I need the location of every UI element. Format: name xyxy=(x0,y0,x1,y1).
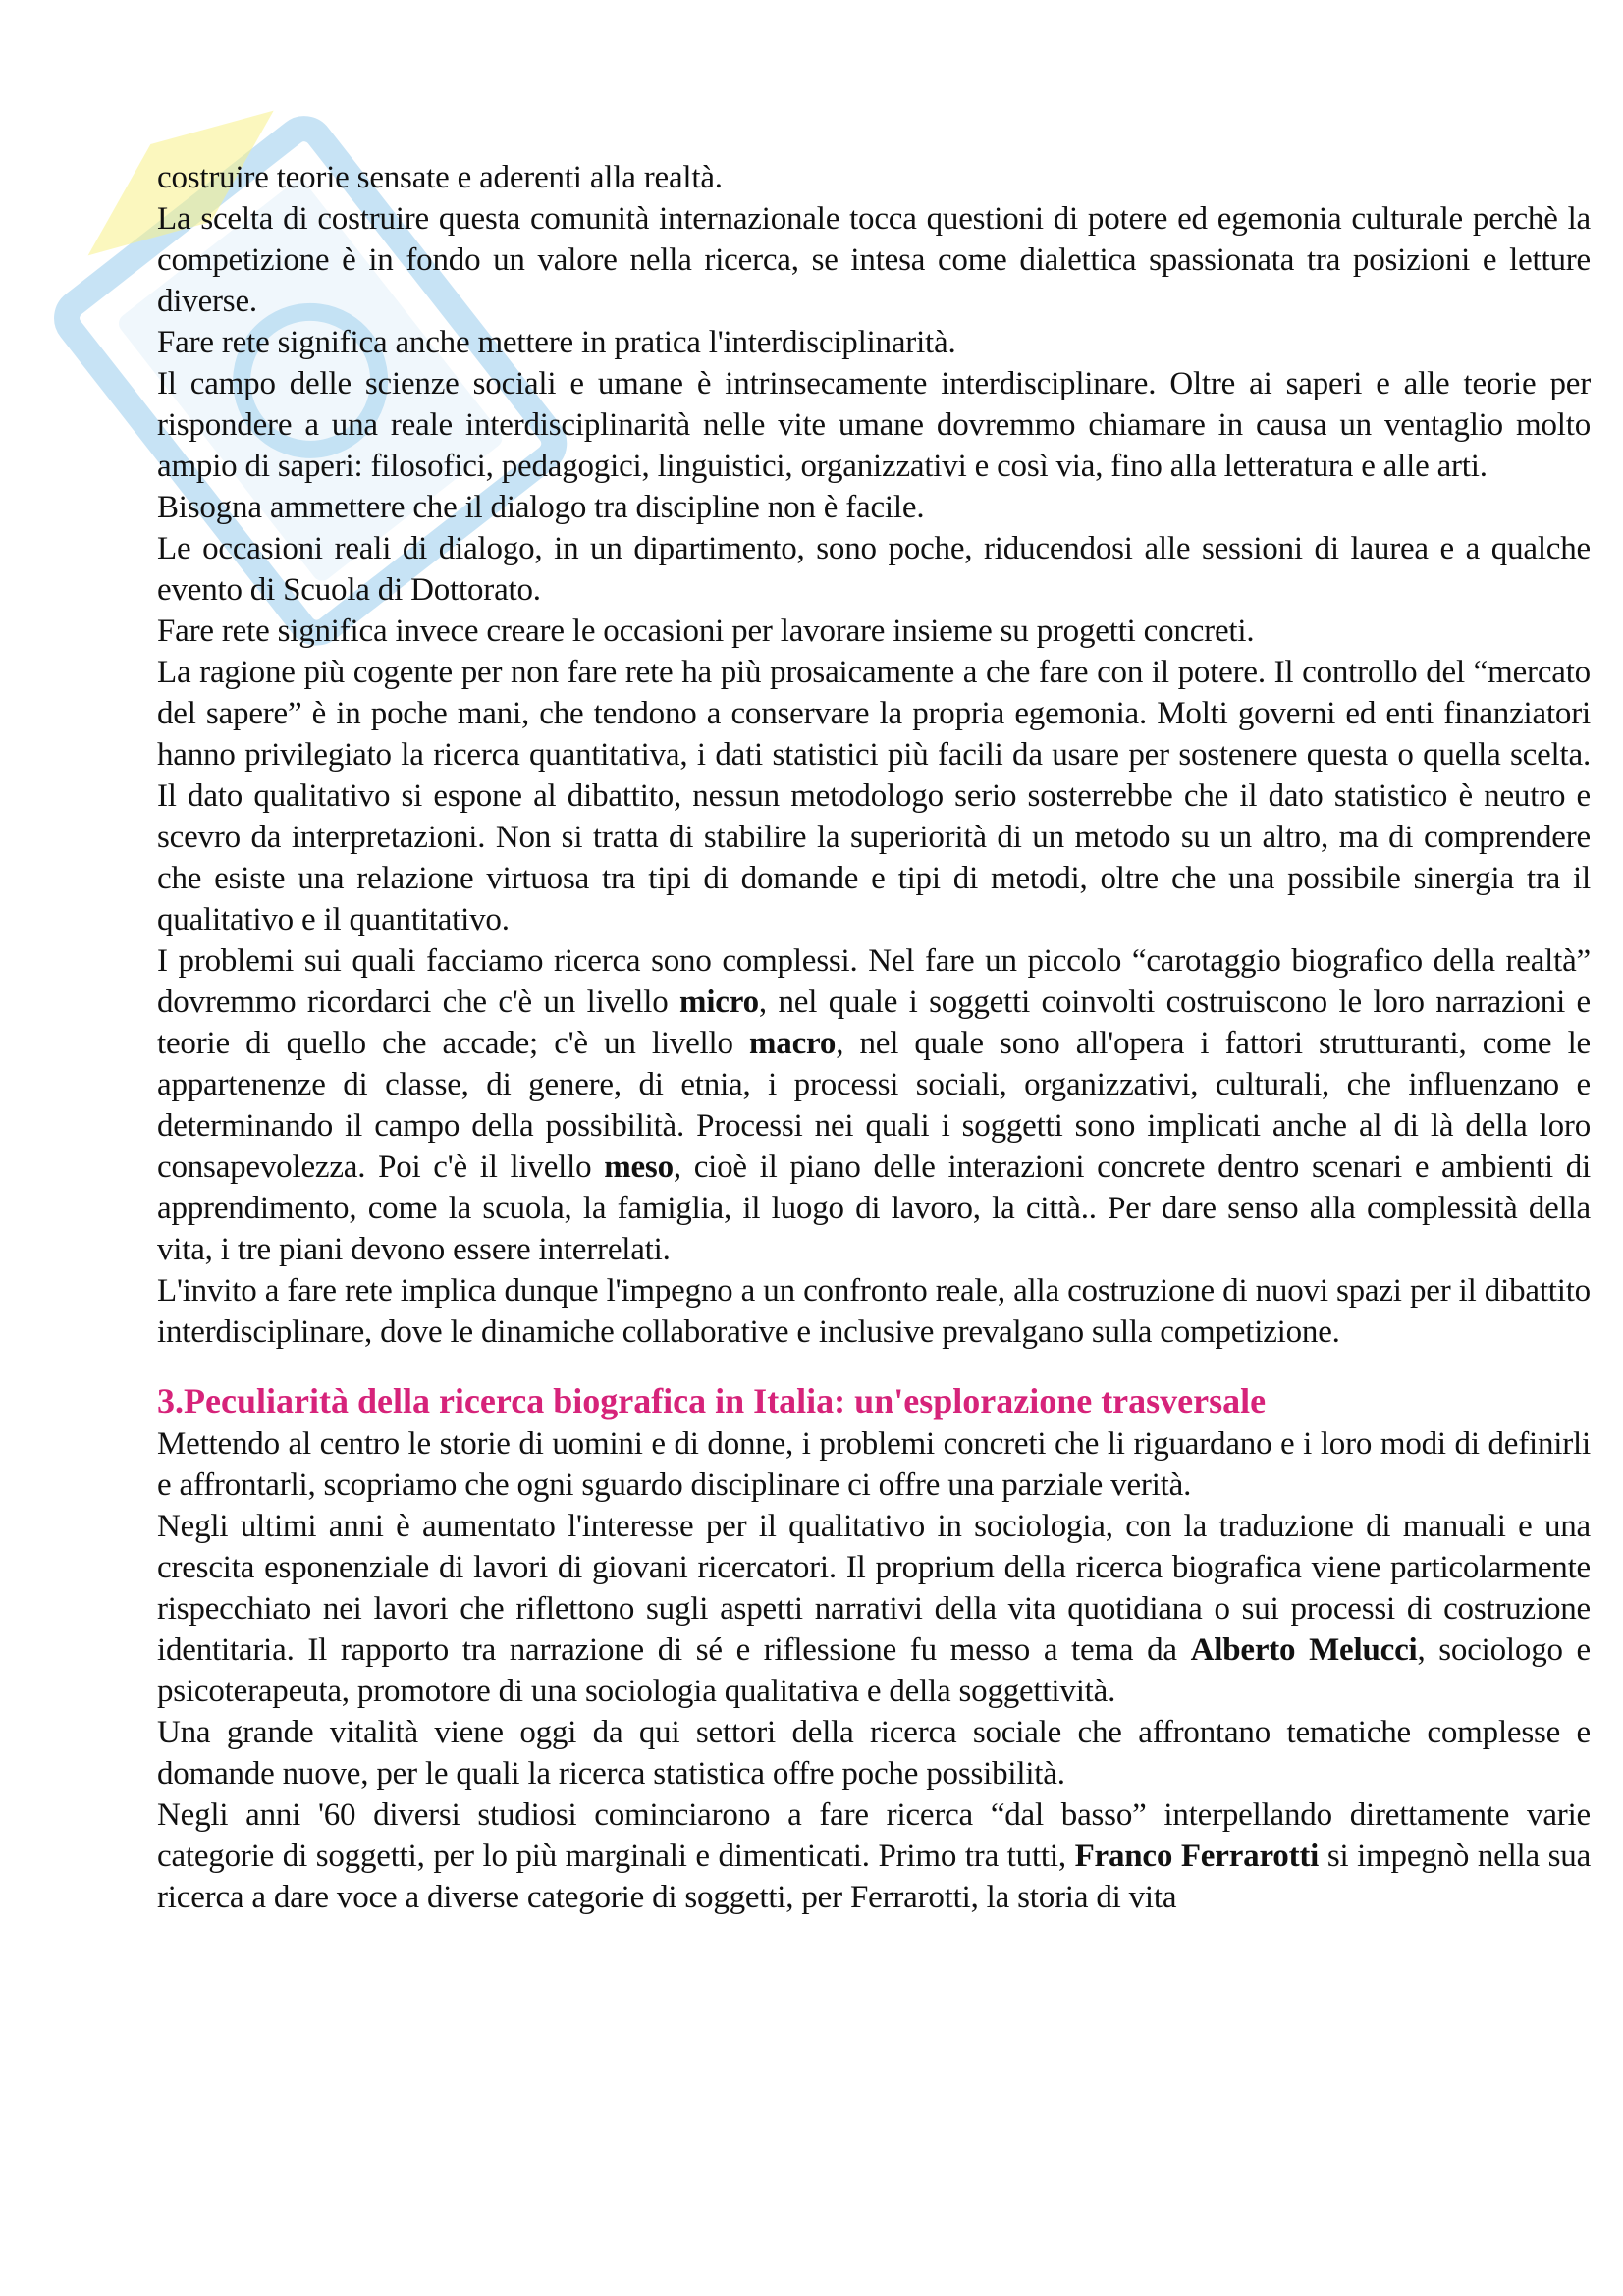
paragraph xyxy=(157,322,1591,363)
paragraphs-after-heading xyxy=(157,1423,1591,1918)
text-run: , nel quale sono all'opera i fattori strutturanti, come le appartenenze di classe, di genere, di etnia, i processi sociali, organizzativi, culturali, che influenzano e determinando il campo della possibilità. Processi nei quali i soggetti sono implicati anche al di là della loro consapevolezza. Poi c'è il livello xyxy=(157,1026,1592,1185)
text-run: , nel quale i soggetti coinvolti costruiscono le loro narrazioni e teorie di quello che accade; c'è un livello xyxy=(157,985,1591,1061)
text-run: Negli ultimi anni è aumentato l'interesse per il qualitativo in sociologia, con la traduzione di manuali e una crescita esponenziale di lavori di giovani ricercatori. Il proprium della ricerca biografica viene particolarmente rispecchiato nei lavori che riflettono sugli aspetti narrativi della vita quotidiana o sui processi di costruzione identitaria. Il rapporto tra narrazione di sé e riflessione fu messo a tema da xyxy=(157,1509,1591,1668)
text-run: La ragione più cogente per non fare rete ha più prosaicamente a che fare con il potere. Il controllo del “mercato del sapere” è in poche mani, che tendono a conservare la propria egemonia. Molti governi ed enti finanziatori hanno privilegiato la ricerca quantitativa, i dati statistici più facili da usare per sostenere questa o quella scelta. Il dato qualitativo si espone al dibattito, nessun metodologo serio sosterrebbe che il dato statistico è neutro e scevro da interpretazioni. Non si tratta di stabilire la superiorità di un metodo su un altro, ma di comprendere che esiste una relazione virtuosa tra tipi di domande e tipi di metodi, oltre che una possibile sinergia tra il qualitativo e il quantitativo. xyxy=(157,655,1591,937)
bold-term: Alberto Melucci xyxy=(1190,1632,1418,1668)
paragraph xyxy=(157,363,1591,487)
text-run: Le occasioni reali di dialogo, in un dipartimento, sono poche, riducendosi alle sessioni di laurea e a qualche evento di Scuola di Dottorato. xyxy=(157,531,1591,608)
paragraph xyxy=(157,611,1591,652)
text-run: Negli anni '60 diversi studiosi cominciarono a fare ricerca “dal basso” interpellando direttamente varie categorie di soggetti, per lo più marginali e dimenticati. Primo tra tutti, xyxy=(157,1797,1591,1874)
text-run: Mettendo al centro le storie di uomini e di donne, i problemi concreti che li riguardano e i loro modi di definirli e affrontarli, scopriamo che ogni sguardo disciplinare ci offre una parziale verità. xyxy=(157,1426,1591,1503)
text-run: si impegnò nella sua ricerca a dare voce a diverse categorie di soggetti, per Ferrarotti, la storia di vita xyxy=(157,1839,1592,1915)
text-run: L'invito a fare rete implica dunque l'impegno a un confronto reale, alla costruzione di nuovi spazi per il dibattito interdisciplinare, dove le dinamiche collaborative e inclusive prevalgano sulla competizione. xyxy=(157,1273,1591,1350)
paragraph xyxy=(157,157,1591,198)
paragraph xyxy=(157,198,1591,322)
paragraphs-before-heading xyxy=(157,157,1591,1353)
paragraph xyxy=(157,487,1591,528)
text-run: , cioè il piano delle interazioni concrete dentro scenari e ambienti di apprendimento, come la scuola, la famiglia, il luogo di lavoro, la città.. Per dare senso alla complessità della vita, i tre piani devono essere interrelati. xyxy=(157,1149,1591,1267)
bold-term: meso xyxy=(604,1149,674,1185)
paragraph xyxy=(157,940,1591,1270)
bold-term: Franco Ferrarotti xyxy=(1074,1839,1320,1874)
text-run: La scelta di costruire questa comunità internazionale tocca questioni di potere ed egemonia culturale perchè la competizione è in fondo un valore nella ricerca, se intesa come dialettica spassionata tra posizioni e letture diverse. xyxy=(157,201,1591,319)
paragraph xyxy=(157,528,1591,611)
bold-term: micro xyxy=(679,985,759,1020)
text-run: Una grande vitalità viene oggi da qui settori della ricerca sociale che affrontano tematiche complesse e domande nuove, per le quali la ricerca statistica offre poche possibilità. xyxy=(157,1715,1591,1791)
section-heading: 3.Peculiarità della ricerca biografica in Italia: un'esplorazione trasversale xyxy=(157,1381,1267,1420)
text-run: Bisogna ammettere che il dialogo tra discipline non è facile. xyxy=(157,490,925,525)
bold-term: macro xyxy=(749,1026,837,1061)
paragraph xyxy=(157,1423,1591,1506)
text-run: I problemi sui quali facciamo ricerca sono complessi. Nel fare un piccolo “carotaggio biografico della realtà” dovremmo ricordarci che c'è un livello xyxy=(157,943,1591,1020)
text-run: Il campo delle scienze sociali e umane è intrinsecamente interdisciplinare. Oltre ai saperi e alle teorie per rispondere a una reale interdisciplinarità nelle vite umane dovremmo chiamare in causa un ventaglio molto ampio di saperi: filosofici, pedagogici, linguistici, organizzativi e così via, fino alla letteratura e alle arti. xyxy=(157,366,1591,484)
text-run: Fare rete significa anche mettere in pratica l'interdisciplinarità. xyxy=(157,325,956,360)
text-run: Fare rete significa invece creare le occasioni per lavorare insieme su progetti concreti. xyxy=(157,614,1255,649)
paragraph xyxy=(157,1712,1591,1794)
document-body xyxy=(157,157,1591,1918)
paragraph xyxy=(157,652,1591,940)
paragraph xyxy=(157,1270,1591,1353)
paragraph xyxy=(157,1794,1591,1918)
text-run: costruire teorie sensate e aderenti alla realtà. xyxy=(157,160,723,195)
paragraph xyxy=(157,1506,1591,1712)
text-run: , sociologo e psicoterapeuta, promotore di una sociologia qualitativa e della soggettività. xyxy=(157,1632,1591,1709)
